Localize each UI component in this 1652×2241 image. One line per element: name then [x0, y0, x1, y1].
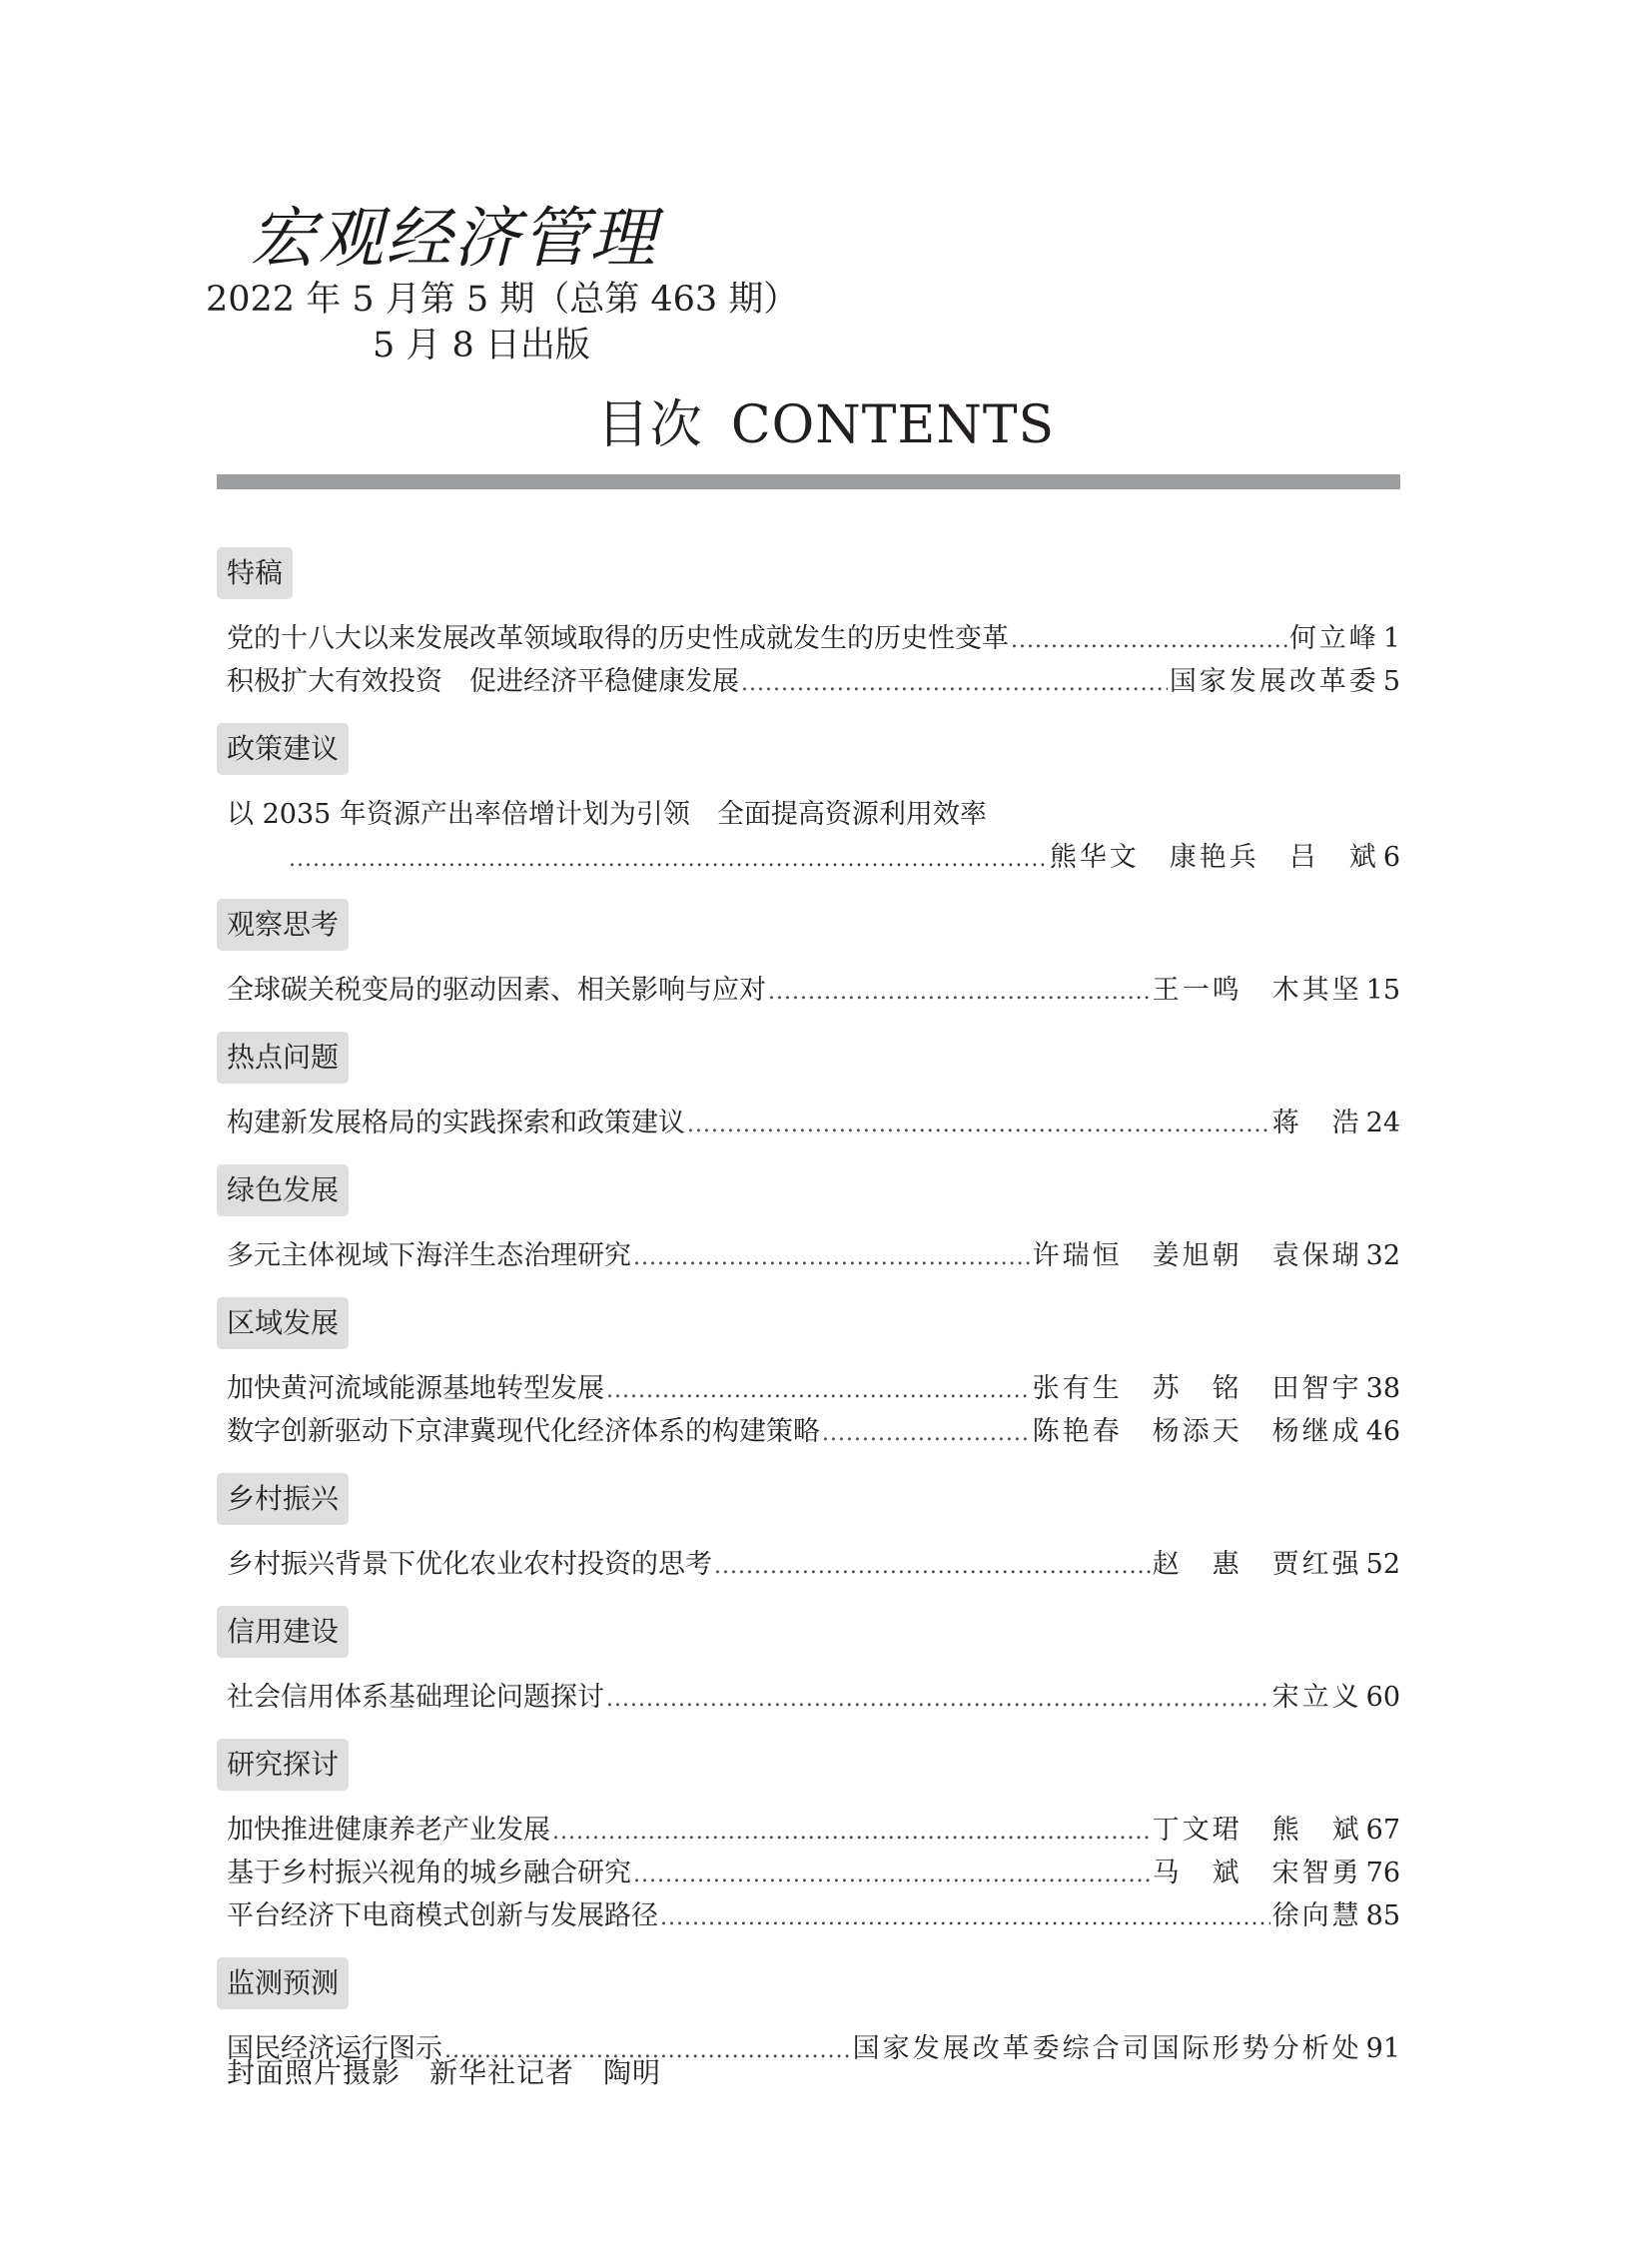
- toc-section: [217, 1032, 1400, 1144]
- toc-entry[interactable]: [217, 1543, 1400, 1586]
- leader-dots: [741, 662, 1168, 705]
- table-of-contents: [217, 547, 1400, 2070]
- header-rule: [217, 474, 1400, 489]
- toc-entry[interactable]: [217, 1894, 1400, 1937]
- toc-section: [217, 1739, 1400, 1937]
- section-tag: 热点问题: [217, 1032, 349, 1084]
- entry-title[interactable]: 以 2035 年资源产出率倍增计划为引领 全面提高资源利用效率: [227, 799, 987, 830]
- toc-section: [217, 1473, 1400, 1586]
- section-tag: 区域发展: [217, 1297, 349, 1349]
- section-tag: 研究探讨: [217, 1739, 349, 1791]
- toc-entry[interactable]: [217, 1676, 1400, 1719]
- entry-title: 数字创新驱动下京津冀现代化经济体系的构建策略: [227, 1416, 820, 1447]
- entry-author: 徐向慧: [1271, 1900, 1362, 1931]
- toc-section: [217, 547, 1400, 703]
- entry-page: 38: [1365, 1373, 1400, 1404]
- contents-heading-cn: 目次: [596, 395, 703, 455]
- issue-info: 2022 年 5 月第 5 期（总第 463 期）: [206, 280, 799, 320]
- entry-page: 46: [1365, 1416, 1400, 1447]
- toc-entry[interactable]: [217, 1234, 1400, 1277]
- entry-author: 国家发展改革委: [1169, 666, 1379, 697]
- leader-dots: [714, 1545, 1151, 1588]
- leader-dots: [768, 971, 1151, 1014]
- entry-author: 赵 惠 贾红强: [1152, 1549, 1362, 1580]
- section-tag: 信用建设: [217, 1606, 349, 1658]
- leader-dots: [289, 838, 1048, 881]
- section-tag: 观察思考: [217, 899, 349, 951]
- entry-author: 宋立义: [1271, 1682, 1362, 1713]
- toc-section: [217, 1606, 1400, 1719]
- leader-dots: [633, 1854, 1151, 1896]
- leader-dots: [687, 1104, 1270, 1146]
- entry-page: 32: [1365, 1240, 1400, 1271]
- entry-page: 85: [1365, 1900, 1400, 1931]
- section-tag: 监测预测: [217, 1957, 349, 2009]
- entry-page: 15: [1365, 975, 1400, 1006]
- leader-dots: [822, 1412, 1031, 1455]
- entry-title: 社会信用体系基础理论问题探讨: [227, 1682, 604, 1713]
- toc-section: [217, 899, 1400, 1012]
- entry-author: 马 斌 宋智勇: [1152, 1858, 1362, 1888]
- section-tag: 政策建议: [217, 723, 349, 775]
- entry-title: 国民经济运行图示: [227, 2033, 442, 2064]
- entry-page: 60: [1365, 1682, 1400, 1713]
- entry-page: 24: [1365, 1108, 1400, 1138]
- photo-credit: 封面照片摄影 新华社记者 陶明: [227, 2056, 662, 2089]
- entry-title: 平台经济下电商模式创新与发展路径: [227, 1900, 658, 1931]
- leader-dots: [660, 1896, 1270, 1939]
- entry-title: 党的十八大以来发展改革领域取得的历史性成就发生的历史性变革: [227, 623, 1009, 654]
- entry-author: 许瑞恒 姜旭朝 袁保瑚: [1032, 1240, 1362, 1271]
- toc-entry[interactable]: [217, 969, 1400, 1012]
- toc-entry[interactable]: [217, 836, 1400, 879]
- entry-page: 5: [1382, 666, 1400, 697]
- leader-dots: [1011, 619, 1287, 662]
- leader-dots: [606, 1678, 1270, 1721]
- contents-heading-en: CONTENTS: [730, 395, 1056, 455]
- toc-entry[interactable]: [217, 617, 1400, 660]
- entry-author: 何立峰: [1288, 623, 1379, 654]
- entry-title: 乡村振兴背景下优化农业农村投资的思考: [227, 1549, 712, 1580]
- toc-entry[interactable]: [217, 660, 1400, 703]
- entry-title: 加快黄河流域能源基地转型发展: [227, 1373, 604, 1404]
- leader-dots: [606, 1369, 1031, 1412]
- entry-title: 积极扩大有效投资 促进经济平稳健康发展: [227, 666, 739, 697]
- entry-page: 1: [1382, 623, 1400, 654]
- entry-author: 王一鸣 木其坚: [1152, 975, 1362, 1006]
- toc-entry[interactable]: [217, 1809, 1400, 1852]
- toc-section: [217, 1164, 1400, 1277]
- entry-title: 加快推进健康养老产业发展: [227, 1815, 550, 1846]
- entry-page: 91: [1365, 2033, 1400, 2064]
- section-tag: 特稿: [217, 547, 293, 599]
- toc-entry[interactable]: [217, 1410, 1400, 1453]
- contents-heading: [0, 382, 1652, 457]
- toc-entry[interactable]: [217, 1102, 1400, 1144]
- publication-date: 5 月 8 日出版: [373, 326, 590, 366]
- entry-author: 熊华文 康艳兵 吕 斌: [1049, 842, 1379, 873]
- section-tag: 绿色发展: [217, 1164, 349, 1216]
- entry-title: 基于乡村振兴视角的城乡融合研究: [227, 1858, 631, 1888]
- journal-masthead: 宏观经济管理: [250, 200, 657, 277]
- toc-section: [217, 1297, 1400, 1453]
- entry-author: 蒋 浩: [1271, 1108, 1362, 1138]
- entry-title: 构建新发展格局的实践探索和政策建议: [227, 1108, 685, 1138]
- entry-title: 全球碳关税变局的驱动因素、相关影响与应对: [227, 975, 766, 1006]
- entry-author: 张有生 苏 铭 田智宇: [1032, 1373, 1362, 1404]
- toc-entry[interactable]: [217, 1852, 1400, 1894]
- entry-author: 丁文珺 熊 斌: [1152, 1815, 1362, 1846]
- leader-dots: [552, 1811, 1151, 1854]
- entry-page: 6: [1382, 842, 1400, 873]
- entry-author: 陈艳春 杨添天 杨继成: [1032, 1416, 1362, 1447]
- leader-dots: [633, 1236, 1031, 1279]
- entry-title: 多元主体视域下海洋生态治理研究: [227, 1240, 631, 1271]
- entry-author: 国家发展改革委综合司国际形势分析处: [852, 2033, 1362, 2064]
- toc-entry[interactable]: [217, 1367, 1400, 1410]
- entry-page: 76: [1365, 1858, 1400, 1888]
- section-tag: 乡村振兴: [217, 1473, 349, 1525]
- entry-page: 52: [1365, 1549, 1400, 1580]
- entry-page: 67: [1365, 1815, 1400, 1846]
- toc-section: [217, 723, 1400, 879]
